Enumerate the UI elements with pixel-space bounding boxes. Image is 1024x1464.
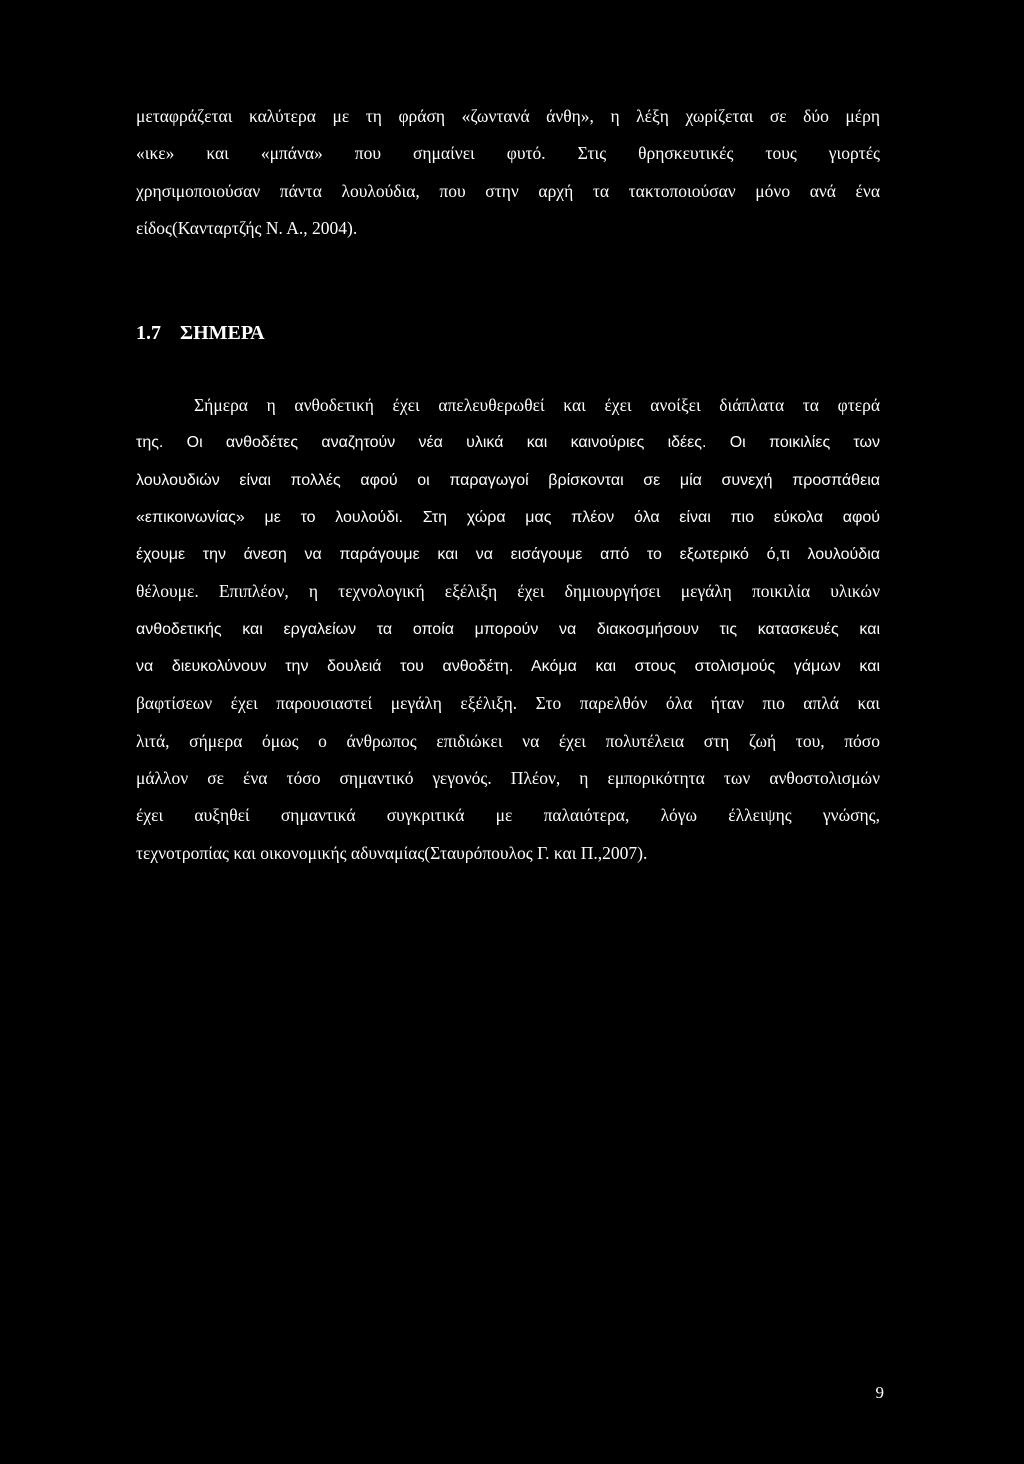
section-title: ΣΗΜΕΡΑ: [180, 322, 265, 344]
body-paragraph: [136, 387, 880, 872]
paragraph-line: μάλλον σε ένα τόσο σημαντικό γεγονός. Πλέον, η εμπορικότητα των ανθοστολισμών: [136, 767, 880, 788]
paragraph-line: χρησιμοποιούσαν πάντα λουλούδια, που στην αρχή τα τακτοποιούσαν μόνο ανά ένα: [136, 180, 880, 201]
paragraph-line: Σήμερα η ανθοδετική έχει απελευθερωθεί και έχει ανοίξει διάπλατα τα φτερά: [194, 395, 880, 415]
paragraph-line: λιτά, σήμερα όμως ο άνθρωπος επιδιώκει να έχει πολυτέλεια στη ζωή του, πόσο: [136, 730, 880, 751]
paragraph-line: έχουμε την άνεση να παράγουμε και να εισάγουμε από το εξωτερικό ό,τι λουλούδια: [136, 546, 880, 564]
paragraph-line: είδος(Κανταρτζής Ν. Α., 2004).: [136, 217, 358, 238]
paragraph-line: βαφτίσεων έχει παρουσιαστεί μεγάλη εξέλιξη. Στο παρελθόν όλα ήταν πιο απλά και: [136, 693, 880, 714]
paragraph-line: λουλουδιών είναι πολλές αφού οι παραγωγοί βρίσκονται σε μία συνεχή προσπάθεια: [136, 471, 880, 489]
continuation-paragraph: [136, 98, 880, 247]
paragraph-line: να διευκολύνουν την δουλειά του ανθοδέτη. Ακόμα και στους στολισμούς γάμων και: [136, 658, 880, 676]
paragraph-line: «επικοινωνίας» με το λουλούδι. Στη χώρα μας πλέον όλα είναι πιο εύκολα αφού: [136, 508, 880, 526]
paragraph-line: ανθοδετικής και εργαλείων τα οποία μπορούν να διακοσμήσουν τις κατασκευές και: [136, 620, 880, 638]
paragraph-line: της. Οι ανθοδέτες αναζητούν νέα υλικά και καινούριες ιδέες. Οι ποικιλίες των: [136, 434, 880, 452]
paragraph-line: έχει αυξηθεί σημαντικά συγκριτικά με παλαιότερα, λόγω έλλειψης γνώσης,: [136, 805, 880, 826]
section-number: 1.7: [136, 322, 161, 344]
page-number: 9: [875, 1383, 884, 1402]
paragraph-line: μεταφράζεται καλύτερα με τη φράση «ζωντανά άνθη», η λέξη χωρίζεται σε δύο μέρη: [136, 106, 880, 126]
paragraph-line: «ικε» και «μπάνα» που σημαίνει φυτό. Στις θρησκευτικές τους γιορτές: [136, 143, 880, 164]
paragraph-line: θέλουμε. Επιπλέον, η τεχνολογική εξέλιξη έχει δημιουργήσει μεγάλη ποικιλία υλικών: [136, 581, 880, 602]
section-heading: [136, 315, 265, 351]
paragraph-line: τεχνοτροπίας και οικονομικής αδυναμίας(Σταυρόπουλος Γ. και Π.,2007).: [136, 842, 648, 863]
